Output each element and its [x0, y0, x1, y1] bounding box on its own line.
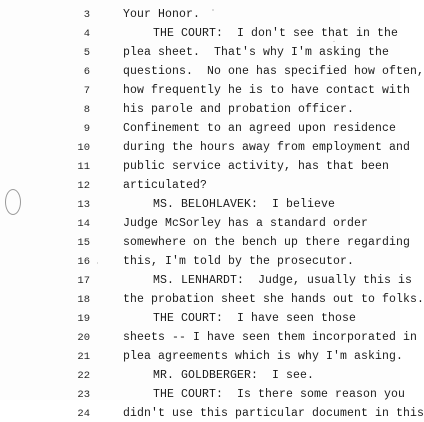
- line-number: 15: [77, 237, 90, 249]
- line-text: this, I'm told by the prosecutor.: [123, 255, 355, 268]
- transcript-line: [0, 235, 411, 251]
- transcript-line: [0, 140, 411, 156]
- line-text: THE COURT: I don't see that in the: [153, 27, 399, 40]
- line-text: MR. GOLDBERGER: I see.: [153, 369, 315, 382]
- line-text: questions. No one has specified how often,: [123, 65, 424, 78]
- line-number: 14: [77, 218, 90, 230]
- line-text: his parole and probation officer.: [123, 103, 355, 116]
- line-text: didn't use this particular document in this: [123, 407, 424, 420]
- line-text: public service activity, has that been: [123, 160, 390, 173]
- line-number: 23: [77, 389, 90, 401]
- line-number: 16: [77, 256, 90, 268]
- line-number: 8: [83, 104, 90, 116]
- line-number: 24: [77, 408, 90, 420]
- transcript-line: [0, 254, 400, 270]
- transcript-line: [0, 311, 400, 327]
- line-number: 17: [77, 275, 90, 287]
- line-text: articulated?: [123, 179, 208, 192]
- transcript-line: [0, 26, 400, 42]
- line-text: during the hours away from employment and: [123, 141, 411, 154]
- transcript-line: [0, 368, 400, 384]
- transcript-line: [0, 45, 400, 61]
- transcript-line: [0, 121, 400, 137]
- line-text: the probation sheet she hands out to folks.: [123, 293, 424, 306]
- line-number: 21: [77, 351, 90, 363]
- line-number: 6: [83, 66, 90, 78]
- line-text: somewhere on the bench up there regarding: [123, 236, 411, 249]
- transcript-line: [0, 349, 404, 365]
- line-text: sheets -- I have seen them incorporated in: [123, 331, 418, 344]
- line-text: THE COURT: I have seen those: [153, 312, 357, 325]
- transcript-line: [0, 292, 424, 308]
- line-number: 19: [77, 313, 90, 325]
- line-number: 7: [83, 85, 90, 97]
- line-number: 11: [77, 161, 90, 173]
- line-text: plea sheet. That's why I'm asking the: [123, 46, 390, 59]
- transcript-line: [0, 83, 411, 99]
- line-number: 22: [77, 370, 90, 382]
- line-number: 10: [77, 142, 90, 154]
- line-text: how frequently he is to have contact with: [123, 84, 411, 97]
- line-text: Your Honor.: [123, 8, 201, 21]
- line-text: Judge McSorley has a standard order: [123, 217, 369, 230]
- line-text: MS. LENHARDT: Judge, usually this is: [153, 274, 413, 287]
- transcript-line: [0, 7, 400, 23]
- line-number: 18: [77, 294, 90, 306]
- transcript-line: [0, 178, 400, 194]
- line-number: 20: [77, 332, 90, 344]
- line-number: 5: [83, 47, 90, 59]
- transcript-line: [0, 330, 418, 346]
- transcript-line: [0, 273, 413, 289]
- transcript-line: [0, 406, 424, 422]
- transcript-line: [0, 102, 400, 118]
- transcript-line: [0, 216, 400, 232]
- line-text: Confinement to an agreed upon residence: [123, 122, 397, 135]
- line-number: 4: [83, 28, 90, 40]
- line-text: MS. BELOHLAVEK: I believe: [153, 198, 336, 211]
- transcript-line: [0, 64, 424, 80]
- transcript-line: [0, 387, 406, 403]
- line-text: THE COURT: Is there some reason you: [153, 388, 406, 401]
- line-number: 12: [77, 180, 90, 192]
- transcript-line: [0, 159, 400, 175]
- line-number: 3: [83, 9, 90, 21]
- line-number: 9: [83, 123, 90, 135]
- line-number: 13: [77, 199, 90, 211]
- line-text: plea agreements which is why I'm asking.: [123, 350, 404, 363]
- transcript-line: [0, 197, 400, 213]
